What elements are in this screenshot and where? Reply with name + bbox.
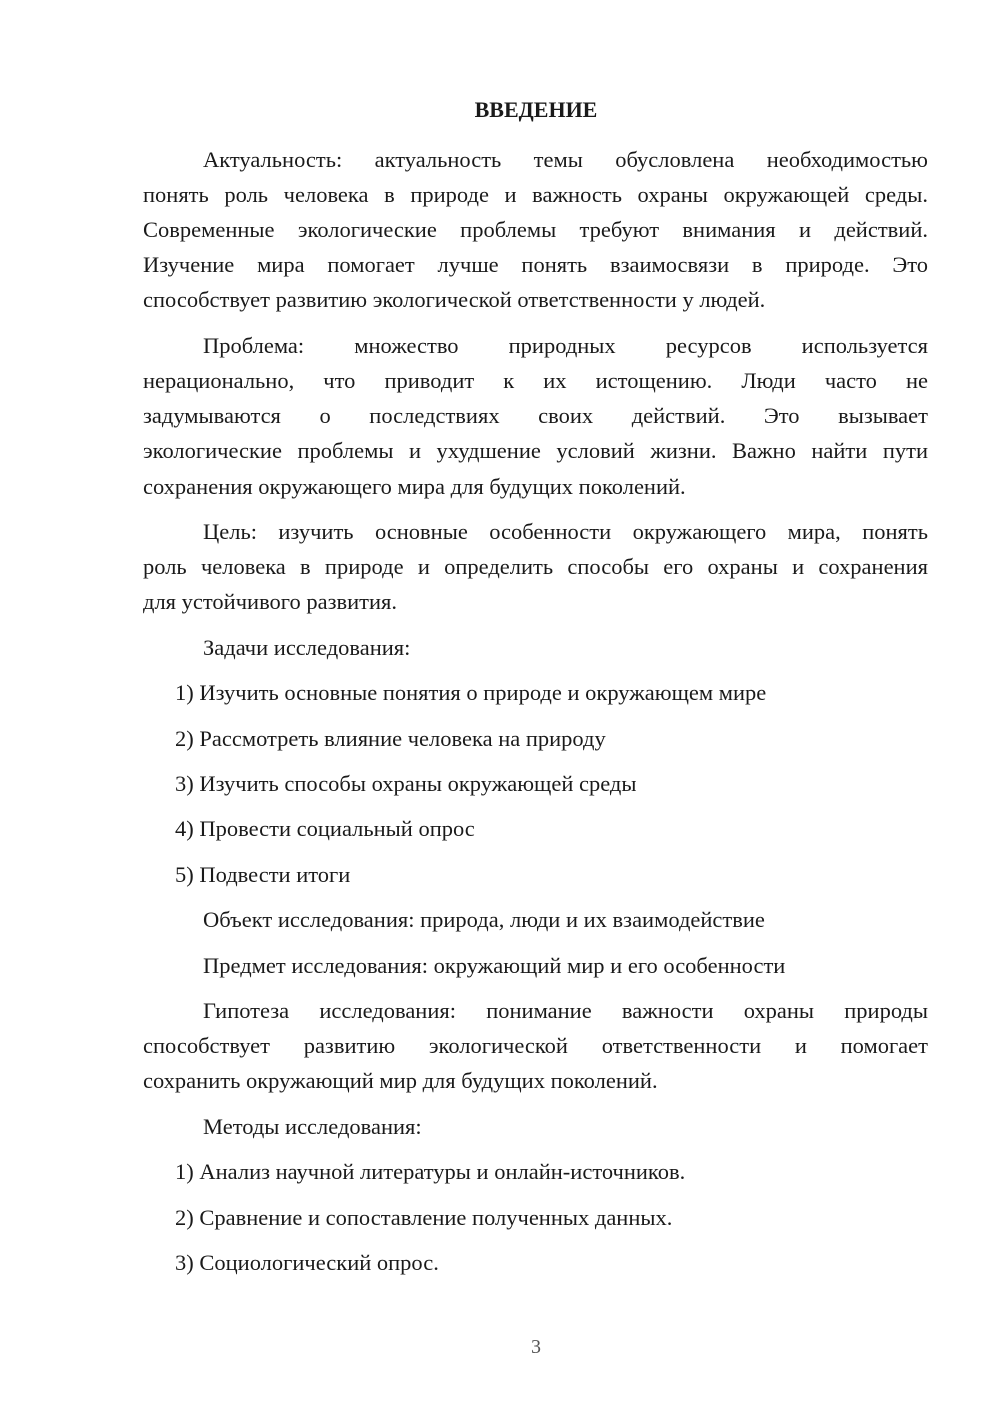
task-item: 3) Изучить способы охраны окружающей среды (175, 771, 637, 796)
tasks-heading: Задачи исследования: (203, 635, 411, 660)
actuality-line: способствует развитию экологической ответственности у людей. (143, 287, 766, 312)
goal-line: роль человека в природе и определить способы его охраны и сохранения (143, 554, 928, 579)
problem-line: Проблема: множество природных ресурсов используется (203, 333, 928, 358)
task-item: 1) Изучить основные понятия о природе и окружающем мире (175, 680, 767, 705)
methods-heading: Методы исследования: (203, 1114, 422, 1139)
goal-line: Цель: изучить основные особенности окружающего мира, понять (203, 519, 928, 544)
goal-line: для устойчивого развития. (143, 589, 397, 614)
actuality-line: Актуальность: актуальность темы обусловлена необходимостью (203, 147, 928, 172)
page-number: 3 (531, 1336, 541, 1358)
hypothesis-line: способствует развитию экологической ответственности и помогает (143, 1033, 928, 1058)
task-item: 4) Провести социальный опрос (175, 816, 475, 841)
hypothesis-line: сохранить окружающий мир для будущих поколений. (143, 1068, 658, 1093)
problem-line: задумываются о последствиях своих действий. Это вызывает (143, 403, 928, 428)
problem-line: сохранения окружающего мира для будущих поколений. (143, 474, 686, 499)
problem-line: экологические проблемы и ухудшение условий жизни. Важно найти пути (143, 438, 928, 463)
research-subject: Предмет исследования: окружающий мир и его особенности (203, 953, 786, 978)
actuality-line: Современные экологические проблемы требуют внимания и действий. (143, 217, 928, 242)
method-item: 3) Социологический опрос. (175, 1250, 439, 1275)
task-item: 5) Подвести итоги (175, 862, 351, 887)
task-item: 2) Рассмотреть влияние человека на природу (175, 726, 606, 751)
method-item: 2) Сравнение и сопоставление полученных данных. (175, 1205, 673, 1230)
hypothesis-line: Гипотеза исследования: понимание важности охраны природы (203, 998, 928, 1023)
method-item: 1) Анализ научной литературы и онлайн-источников. (175, 1159, 686, 1184)
problem-line: нерационально, что приводит к их истощению. Люди часто не (143, 368, 928, 393)
research-object: Объект исследования: природа, люди и их взаимодействие (203, 907, 765, 932)
actuality-line: Изучение мира помогает лучше понять взаимосвязи в природе. Это (143, 252, 928, 277)
page-title: ВВЕДЕНИЕ (474, 97, 598, 122)
actuality-line: понять роль человека в природе и важность охраны окружающей среды. (143, 182, 928, 207)
